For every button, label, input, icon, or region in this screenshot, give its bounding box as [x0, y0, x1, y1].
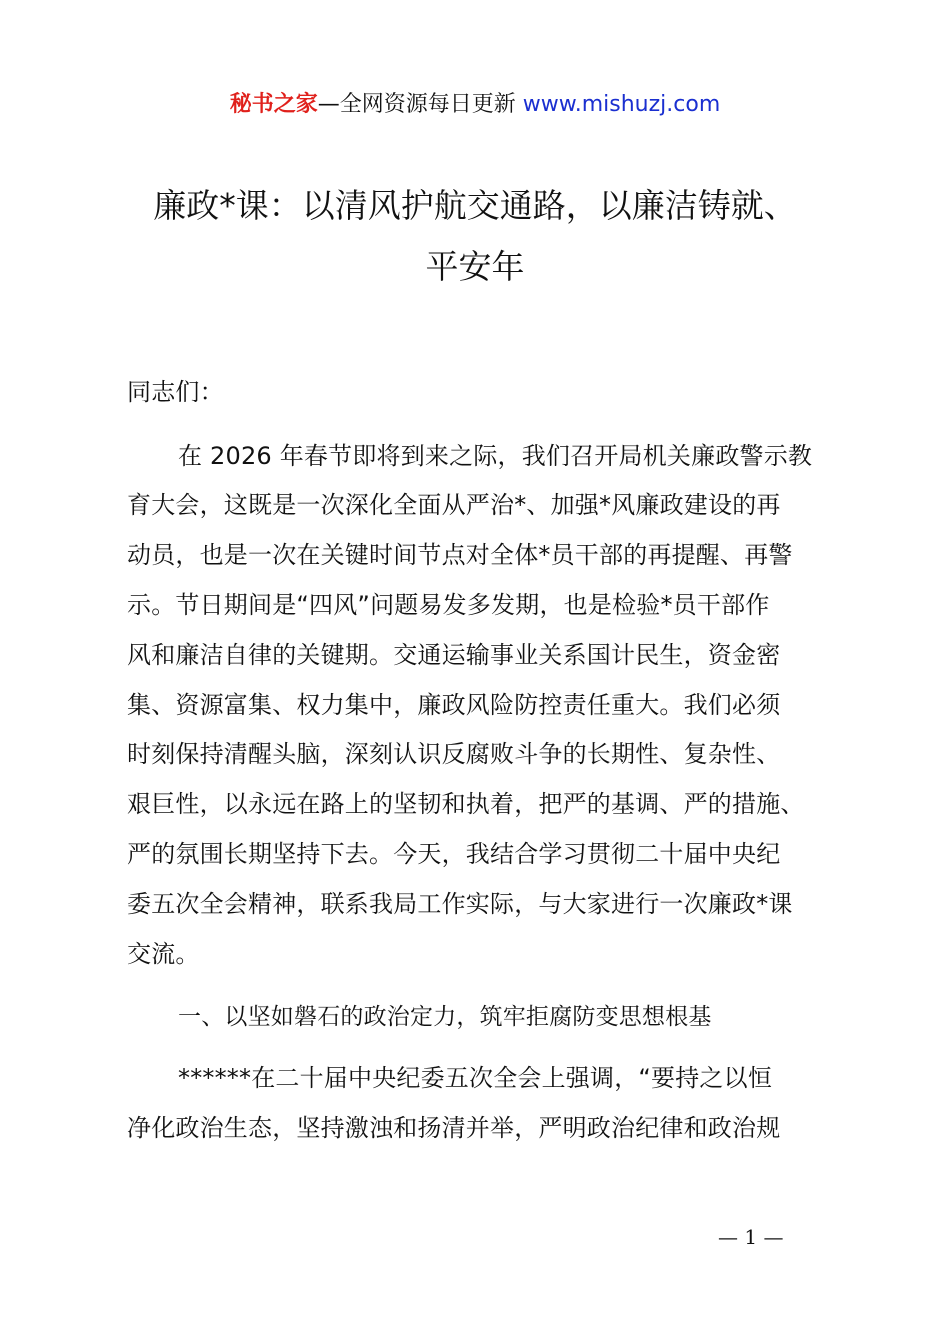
- document-title-line-2: 平安年: [425, 247, 525, 286]
- site-banner: [0, 88, 950, 122]
- page-number: — 1 —: [718, 1225, 784, 1249]
- banner-slogan: —全网资源每日更新: [317, 92, 523, 117]
- paragraph-line: 动员，也是一次在关键时间节点对全体*员干部的再提醒、再警: [127, 541, 793, 569]
- paragraph-line: 风和廉洁自律的关键期。交通运输事业关系国计民生，资金密: [127, 641, 781, 669]
- paragraph-line: ******在二十届中央纪委五次全会上强调，“要持之以恒: [178, 1064, 773, 1092]
- paragraph-line: 严的氛围长期坚持下去。今天，我结合学习贯彻二十届中央纪: [127, 840, 781, 868]
- paragraph-line: 育大会，这既是一次深化全面从严治*、加强*风廉政建设的再: [127, 491, 781, 519]
- banner-url-link[interactable]: www.mishuzj.com: [522, 92, 721, 117]
- paragraph-line: 净化政治生态，坚持激浊和扬清并举，严明政治纪律和政治规: [127, 1114, 781, 1142]
- paragraph-line: 艰巨性，以永远在路上的坚韧和执着，把严的基调、严的措施、: [127, 790, 805, 818]
- document-title-line-1: 廉政*课：以清风护航交通路，以廉洁铸就、: [153, 186, 797, 225]
- paragraph-line: 集、资源富集、权力集中，廉政风险防控责任重大。我们必须: [127, 691, 781, 719]
- paragraph-line: 时刻保持清醒头脑，深刻认识反腐败斗争的长期性、复杂性、: [127, 740, 781, 768]
- banner-brand: 秘书之家: [229, 92, 318, 117]
- salutation: 同志们：: [127, 378, 224, 406]
- paragraph-line: 示。节日期间是“四风”问题易发多发期，也是检验*员干部作: [127, 591, 770, 619]
- paragraph-line: 在 2026 年春节即将到来之际，我们召开局机关廉政警示教: [178, 442, 813, 470]
- section-heading-1: 一、以坚如磐石的政治定力，筑牢拒腐防变思想根基: [178, 1004, 712, 1030]
- paragraph-line: 交流。: [127, 940, 200, 968]
- paragraph-line: 委五次全会精神，联系我局工作实际，与大家进行一次廉政*课: [127, 890, 793, 918]
